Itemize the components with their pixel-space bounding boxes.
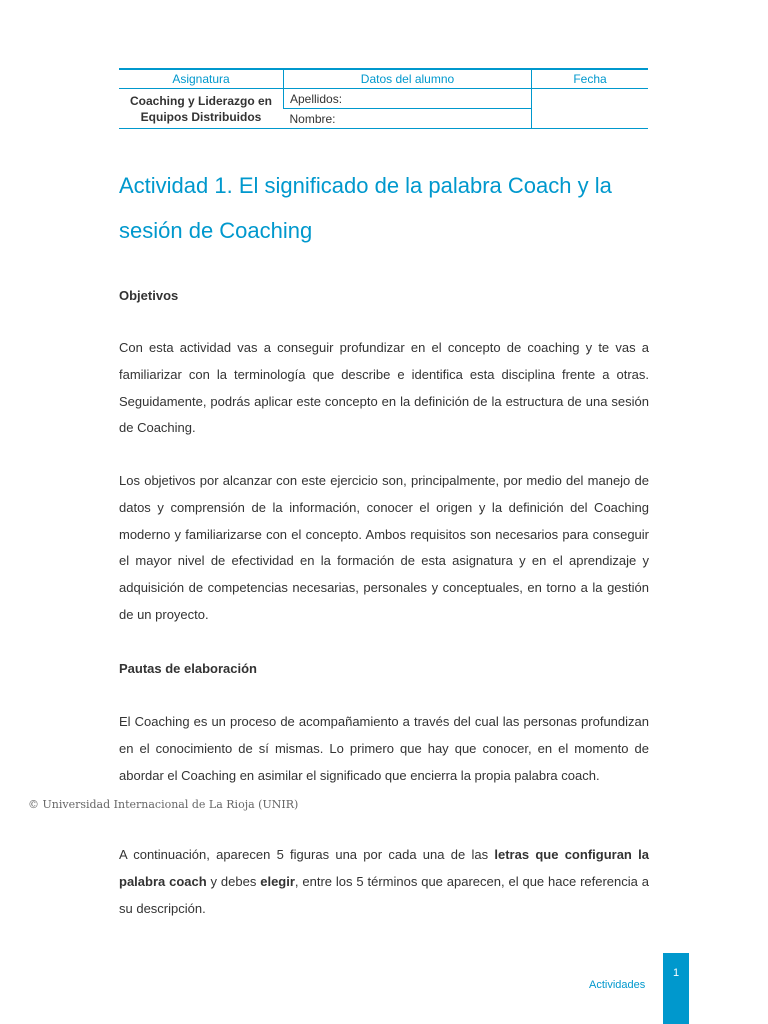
- col-subject-header: Asignatura: [119, 69, 284, 89]
- page-number-tab: [663, 953, 689, 1024]
- table-row: [119, 89, 648, 109]
- copyright-notice: © Universidad Internacional de La Rioja (UNIR): [28, 798, 299, 811]
- page-number: 1: [672, 967, 680, 979]
- header-row: [119, 69, 648, 89]
- text-run: y debes: [206, 873, 261, 889]
- guidelines-heading: Pautas de elaboración: [119, 661, 257, 676]
- col-student-header: Datos del alumno: [284, 69, 532, 89]
- objectives-heading: Objetivos: [119, 288, 179, 303]
- col-date-header: Fecha: [532, 69, 649, 89]
- guidelines-paragraph-1: El Coaching es un proceso de acompañamiento a través del cual las personas profundizan en el conocimiento de sí mismas. Lo primero que hay que conocer, en el momento de abordar el Coaching en asimilar el significado que encierra la propia palabra coach.: [119, 714, 649, 783]
- subject-cell: [119, 89, 284, 129]
- subject-line-1: Coaching y Liderazgo en: [129, 93, 273, 108]
- name-field[interactable]: Nombre:: [284, 109, 532, 129]
- guidelines-paragraph-2: [119, 842, 649, 922]
- date-field[interactable]: [532, 89, 649, 129]
- header-table: [119, 68, 648, 129]
- footer-section-label: Actividades: [589, 979, 646, 991]
- objectives-paragraph-2: Los objetivos por alcanzar con este ejercicio son, principalmente, por medio del manejo de datos y comprensión de la información, conocer el origen y la definición del Coaching moderno y familiarizarse con el concepto. Ambos requisitos son necesarios para conseguir el mayor nivel de efectividad en la formación de esta asignatura y en el aprendizaje y adquisición de competencias necesarias, personales y conceptuales, en torno a la gestión de un proyecto.: [119, 473, 649, 622]
- title-line-2: sesión de Coaching: [119, 218, 313, 243]
- text-run: A continuación, aparecen 5 figuras una por cada una de las: [119, 847, 495, 862]
- surname-field[interactable]: Apellidos:: [284, 89, 532, 109]
- text-run: , entre los 5 términos que aparecen, el que hace referencia a su descripción.: [119, 873, 649, 916]
- title-line-1: Actividad 1. El significado de la palabra Coach y la: [119, 173, 612, 198]
- bold-run: letras que configuran la palabra coach: [119, 847, 649, 889]
- subject-line-2: Equipos Distribuidos: [140, 109, 262, 124]
- page-title: [119, 163, 649, 253]
- bold-run: elegir: [260, 873, 295, 889]
- objectives-paragraph-1: Con esta actividad vas a conseguir profundizar en el concepto de coaching y te vas a familiarizar con la terminología que describe e identifica esta disciplina frente a otras. Seguidamente, podrás aplicar este concepto en la definición de la estructura de una sesión de Coaching.: [119, 340, 649, 436]
